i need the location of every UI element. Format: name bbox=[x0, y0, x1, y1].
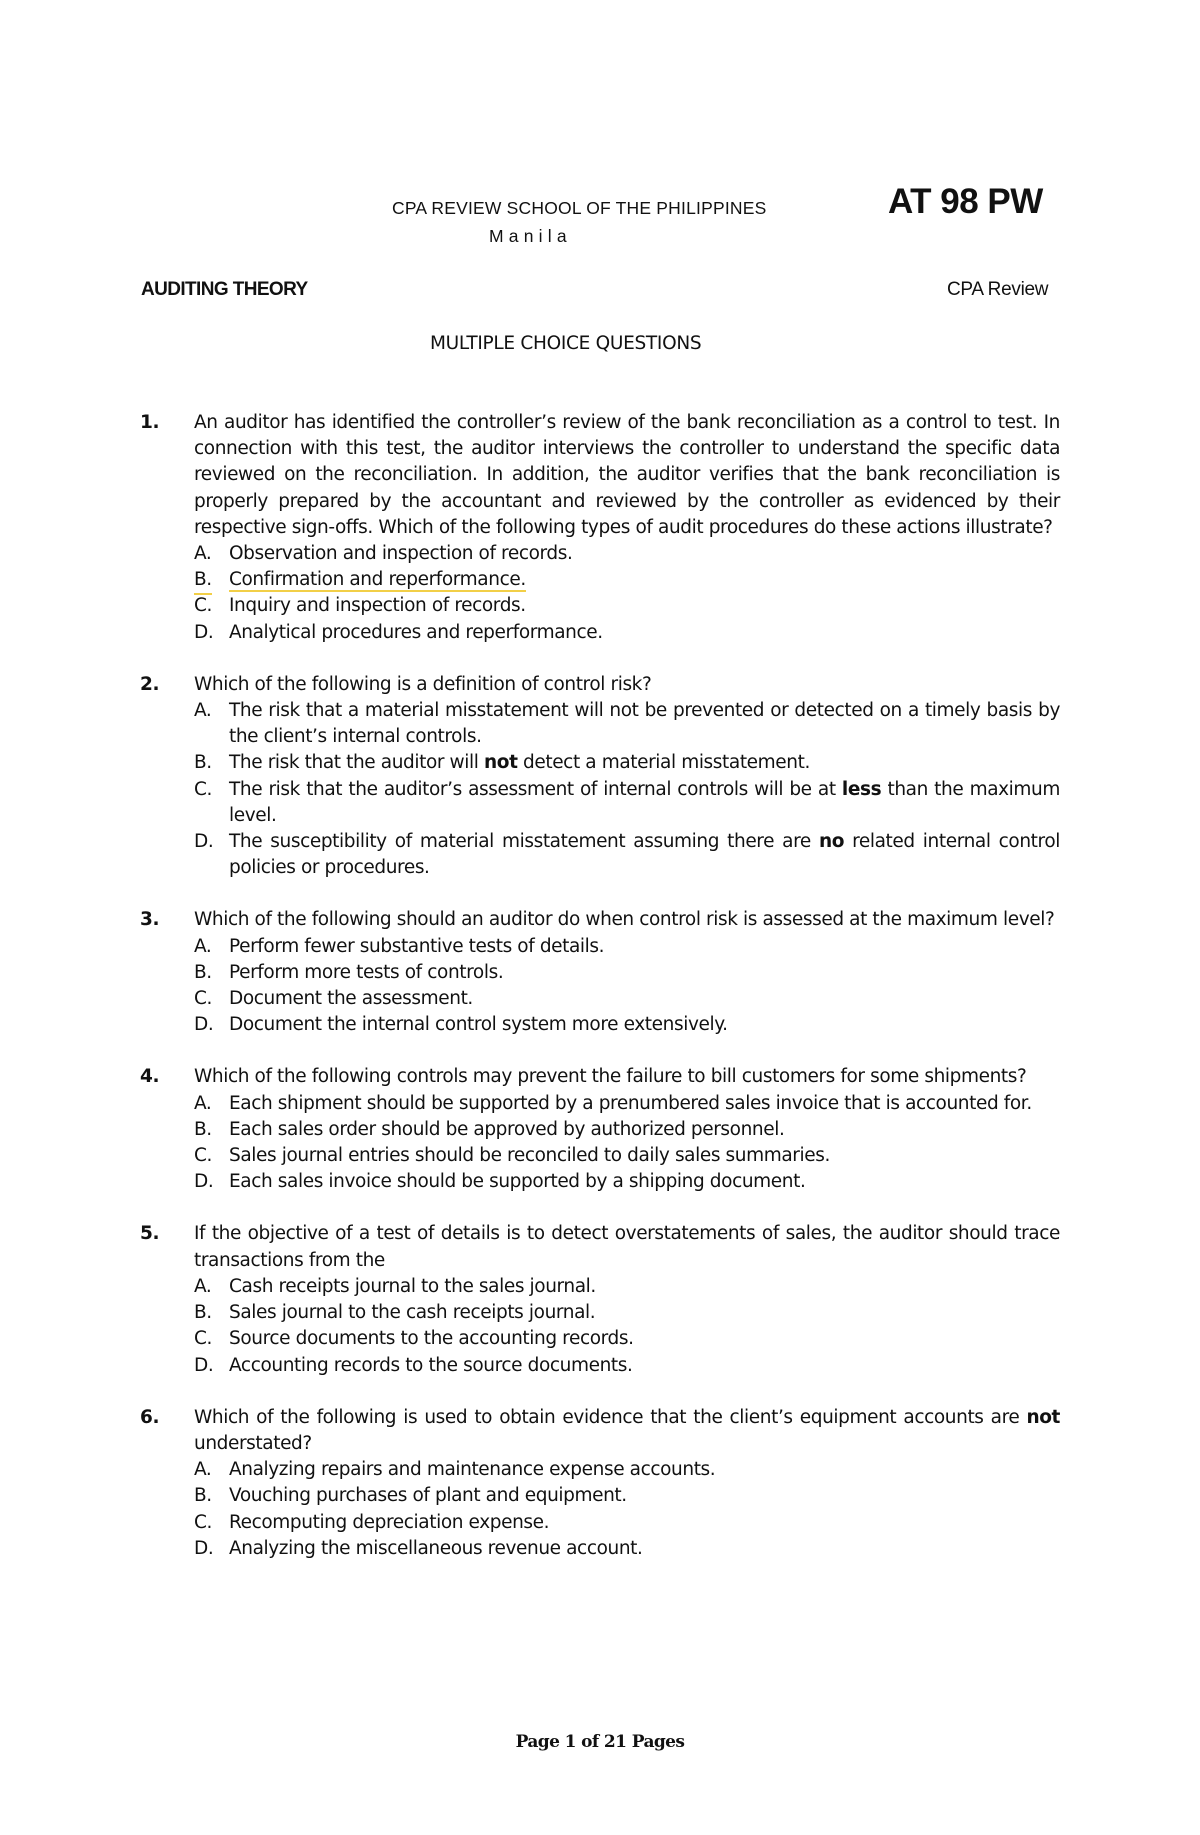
option-text: Each shipment should be supported by a prenumbered sales invoice that is accounted for. bbox=[229, 1092, 1032, 1114]
question-1 bbox=[140, 410, 1060, 646]
option-letter: C. bbox=[194, 778, 212, 800]
option-a bbox=[194, 1091, 1060, 1117]
question-stem: An auditor has identified the controller’s review of the bank reconciliation as a control to test. In connection with this test, the auditor interviews the controller to understand the specific data reviewed on the reconciliation. In addition, the auditor verifies that the bank reconciliation is properly prepared by the accountant and reviewed by the controller as evidenced by their respective sign-offs. Which of the following types of audit procedures do these actions illustrate? bbox=[194, 412, 1060, 538]
option-text: Cash receipts journal to the sales journal. bbox=[229, 1275, 596, 1297]
question-6 bbox=[140, 1405, 1060, 1562]
option-b bbox=[194, 1483, 1060, 1509]
option-letter: D. bbox=[194, 831, 214, 853]
question-5 bbox=[140, 1221, 1060, 1378]
question-body bbox=[194, 410, 1060, 646]
option-text-start: The susceptibility of material misstatement assuming there are bbox=[229, 831, 819, 853]
option-d bbox=[194, 1169, 1060, 1195]
stem-text-end: understated? bbox=[194, 1432, 312, 1454]
question-body bbox=[194, 907, 1060, 1038]
question-number: 1. bbox=[140, 412, 160, 433]
option-a bbox=[194, 934, 1060, 960]
option-text: Source documents to the accounting records. bbox=[229, 1328, 634, 1350]
option-letter: B. bbox=[194, 1302, 212, 1324]
question-number: 2. bbox=[140, 673, 160, 695]
question-stem: Which of the following controls may prevent the failure to bill customers for some shipments? bbox=[194, 1066, 1027, 1088]
school-name: CPA REVIEW SCHOOL OF THE PHILIPPINES bbox=[392, 198, 767, 218]
option-letter: A. bbox=[194, 700, 212, 722]
option-text: Inquiry and inspection of records. bbox=[229, 595, 526, 617]
stem-text-start: Which of the following is used to obtain evidence that the client’s equipment accounts are bbox=[194, 1406, 1027, 1428]
option-c bbox=[194, 593, 1060, 619]
option-text: Observation and inspection of records. bbox=[229, 543, 573, 565]
option-text: Analytical procedures and reperformance. bbox=[229, 621, 603, 643]
option-c bbox=[194, 777, 1060, 829]
option-text: Perform more tests of controls. bbox=[229, 961, 504, 983]
option-letter: A. bbox=[194, 1092, 212, 1114]
subject-title: AUDITING THEORY bbox=[141, 279, 308, 300]
option-letter: C. bbox=[194, 1145, 212, 1167]
option-text-start: The risk that the auditor will bbox=[229, 752, 484, 774]
option-text: Sales journal to the cash receipts journal. bbox=[229, 1302, 596, 1324]
option-text: Document the internal control system more extensively. bbox=[229, 1014, 728, 1036]
option-letter: A. bbox=[194, 1275, 212, 1297]
option-text: The risk that a material misstatement will not be prevented or detected on a timely basis by the client’s internal controls. bbox=[229, 700, 1060, 748]
option-text-end: than the maximum level. bbox=[229, 778, 1060, 826]
option-c bbox=[194, 1326, 1060, 1352]
option-emphasis: not bbox=[484, 752, 518, 774]
option-c bbox=[194, 1510, 1060, 1536]
option-letter: C. bbox=[194, 595, 212, 617]
option-d bbox=[194, 1536, 1060, 1562]
option-text: Document the assessment. bbox=[229, 988, 473, 1010]
option-d bbox=[194, 1012, 1060, 1038]
option-text-end: related internal control policies or procedures. bbox=[229, 831, 1060, 879]
question-body bbox=[194, 672, 1060, 882]
question-stem: Which of the following is a definition of control risk? bbox=[194, 673, 652, 695]
option-b bbox=[194, 750, 1060, 776]
page-footer: Page 1 of 21 Pages bbox=[515, 1732, 685, 1752]
option-emphasis: less bbox=[841, 778, 882, 800]
option-letter: B. bbox=[194, 1485, 212, 1507]
option-d bbox=[194, 1353, 1060, 1379]
question-3 bbox=[140, 907, 1060, 1038]
option-b bbox=[194, 567, 1060, 593]
option-emphasis: no bbox=[818, 831, 845, 853]
option-letter: C. bbox=[194, 1328, 212, 1350]
option-b bbox=[194, 1117, 1060, 1143]
option-b bbox=[194, 960, 1060, 986]
option-text: Recomputing depreciation expense. bbox=[229, 1511, 550, 1533]
question-2 bbox=[140, 672, 1060, 882]
question-body bbox=[194, 1405, 1060, 1562]
option-text: Analyzing the miscellaneous revenue account. bbox=[229, 1537, 643, 1559]
option-letter: B. bbox=[194, 961, 212, 983]
option-letter: B. bbox=[194, 1118, 212, 1140]
option-letter: C. bbox=[194, 988, 212, 1010]
option-letter: D. bbox=[194, 1014, 214, 1036]
question-number: 5. bbox=[140, 1223, 160, 1245]
option-c bbox=[194, 1143, 1060, 1169]
question-number: 3. bbox=[140, 909, 160, 931]
option-a bbox=[194, 698, 1060, 750]
document-code: AT 98 PW bbox=[888, 182, 1043, 221]
option-text: Vouching purchases of plant and equipment. bbox=[229, 1485, 627, 1507]
option-text: Perform fewer substantive tests of details. bbox=[229, 935, 605, 957]
question-stem: If the objective of a test of details is to detect overstatements of sales, the auditor should trace transactions from the bbox=[194, 1223, 1060, 1271]
option-text: Accounting records to the source documents. bbox=[229, 1354, 633, 1376]
option-text: Analyzing repairs and maintenance expense accounts. bbox=[229, 1459, 716, 1481]
question-stem bbox=[194, 1405, 1060, 1457]
option-text: Each sales order should be approved by authorized personnel. bbox=[229, 1118, 785, 1140]
question-list bbox=[140, 410, 1060, 1588]
option-letter: A. bbox=[194, 935, 212, 957]
option-letter: D. bbox=[194, 621, 214, 643]
question-body bbox=[194, 1221, 1060, 1378]
option-d bbox=[194, 620, 1060, 646]
review-label: CPA Review bbox=[947, 279, 1049, 300]
option-a bbox=[194, 1274, 1060, 1300]
option-letter: B. bbox=[194, 567, 212, 595]
option-letter: D. bbox=[194, 1354, 214, 1376]
option-text: Each sales invoice should be supported by a shipping document. bbox=[229, 1171, 806, 1193]
option-letter: D. bbox=[194, 1537, 214, 1559]
option-letter: D. bbox=[194, 1171, 214, 1193]
question-4 bbox=[140, 1064, 1060, 1195]
stem-emphasis: not bbox=[1026, 1406, 1060, 1428]
option-letter: C. bbox=[194, 1511, 212, 1533]
option-a bbox=[194, 1457, 1060, 1483]
section-title: MULTIPLE CHOICE QUESTIONS bbox=[430, 333, 702, 354]
option-text-start: The risk that the auditor’s assessment of internal controls will be at bbox=[229, 778, 842, 800]
question-number: 4. bbox=[140, 1066, 160, 1088]
option-b bbox=[194, 1300, 1060, 1326]
school-city: Manila bbox=[489, 226, 572, 246]
option-c bbox=[194, 986, 1060, 1012]
option-letter: A. bbox=[194, 1459, 212, 1481]
question-stem: Which of the following should an auditor do when control risk is assessed at the maximum level? bbox=[194, 909, 1055, 931]
option-text: Sales journal entries should be reconciled to daily sales summaries. bbox=[229, 1145, 830, 1167]
option-letter: A. bbox=[194, 543, 212, 565]
option-a bbox=[194, 541, 1060, 567]
option-letter: B. bbox=[194, 752, 212, 774]
option-text-end: detect a material misstatement. bbox=[517, 752, 810, 774]
question-body bbox=[194, 1064, 1060, 1195]
option-d bbox=[194, 829, 1060, 881]
option-text-highlighted: Confirmation and reperformance. bbox=[229, 569, 526, 591]
question-number: 6. bbox=[140, 1406, 160, 1428]
